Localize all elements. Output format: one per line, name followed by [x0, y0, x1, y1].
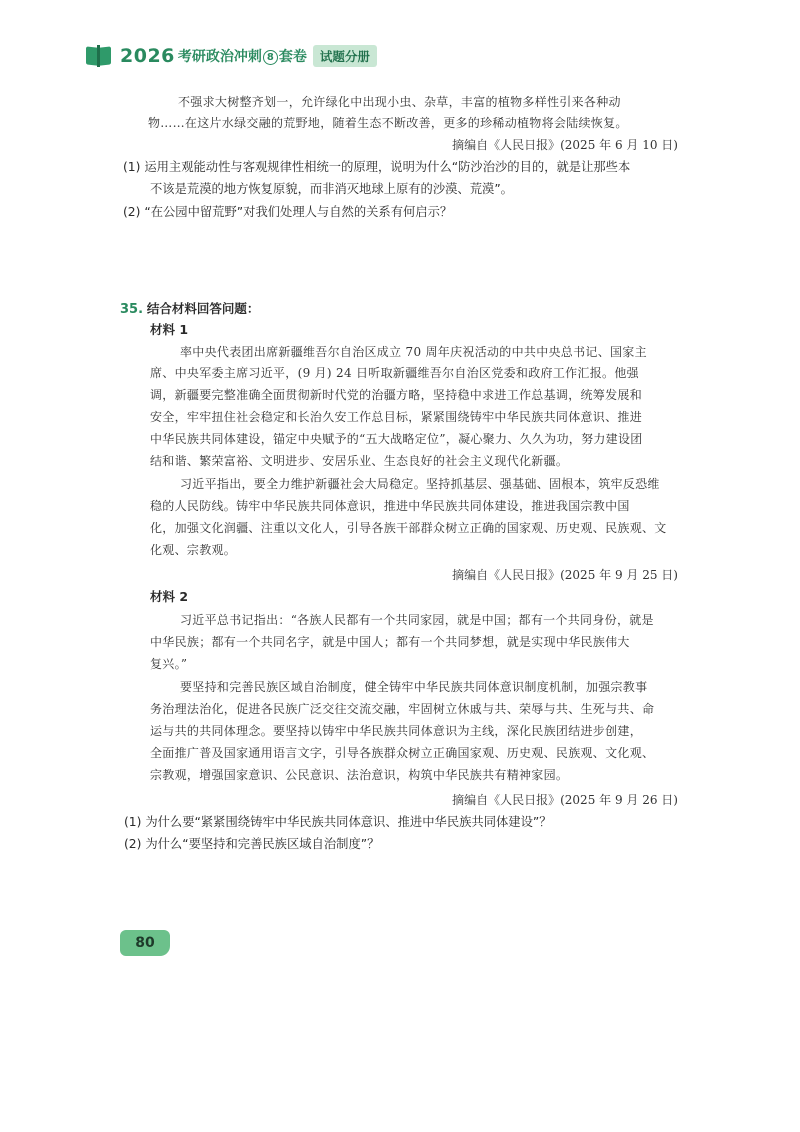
material-2-label: 材料 2 — [150, 589, 189, 604]
material-2-line: 运与共的共同体理念。要坚持以铸牢中华民族共同体意识为主线，深化民族团结进步创建， — [150, 724, 643, 738]
q35-number: 35. — [120, 302, 144, 317]
q35-heading — [120, 300, 259, 319]
material-1-line: 率中央代表团出席新疆维吾尔自治区成立 70 周年庆祝活动的中共中央总书记、国家主 — [180, 345, 647, 359]
page-number-tab: 80 — [120, 930, 170, 956]
material-2-line: 要坚持和完善民族区域自治制度，健全铸牢中华民族共同体意识制度机制，加强宗教事 — [180, 680, 648, 694]
material-1-line: 中华民族共同体建设，锚定中央赋予的“五大战略定位”，凝心聚力、久久为功，努力建设团 — [150, 432, 643, 446]
material-1-label: 材料 1 — [150, 322, 189, 337]
q34-material-line: 不强求大树整齐划一，允许绿化中出现小虫、杂草，丰富的植物多样性引来各种动 — [178, 95, 621, 109]
material-2-line: 中华民族；都有一个共同名字，就是中国人；都有一个共同梦想，就是实现中华民族伟大 — [150, 635, 630, 649]
q34-subquestion-1: (1) 运用主观能动性与客观规律性相统一的原理，说明为什么“防沙治沙的目的，就是让那些本 — [123, 160, 631, 174]
q35-subquestion-2: (2) 为什么“要坚持和完善民族区域自治制度”？ — [124, 837, 380, 851]
q34-source: 摘编自《人民日报》(2025 年 6 月 10 日) — [452, 138, 678, 152]
material-2-line: 全面推广普及国家通用语言文字，引导各族群众树立正确国家观、历史观、民族观、文化观、 — [150, 746, 655, 760]
q35-title: 结合材料回答问题： — [146, 301, 260, 316]
material-1-line: 化观、宗教观。 — [150, 543, 237, 557]
circled-number: 8 — [263, 50, 278, 65]
header-year: 2026 — [120, 45, 175, 67]
material-2-line: 宗教观，增强国家意识、公民意识、法治意识，构筑中华民族共有精神家园。 — [150, 768, 569, 782]
material-1-line: 习近平指出，要全力维护新疆社会大局稳定。坚持抓基层、强基础、固根本，筑牢反恐维 — [180, 477, 660, 491]
material-1-line: 结和谐、繁荣富裕、文明进步、安居乐业、生态良好的社会主义现代化新疆。 — [150, 454, 569, 468]
material-2-line: 习近平总书记指出：“各族人民都有一个共同家园，就是中国；都有一个共同身份，就是 — [180, 613, 654, 627]
header-title: 考研政治冲刺 8 套卷 — [177, 49, 307, 65]
q35-subquestion-1: (1) 为什么要“紧紧围绕铸牢中华民族共同体意识、推进中华民族共同体建设”？ — [124, 815, 552, 829]
material-2-line: 务治理法治化，促进各民族广泛交往交流交融，牢固树立休戚与共、荣辱与共、生死与共、命 — [150, 702, 655, 716]
q34-subquestion-2: (2) “在公园中留荒野”对我们处理人与自然的关系有何启示？ — [123, 205, 453, 219]
page-header — [86, 44, 377, 68]
q34-material-line: 物……在这片水绿交融的荒野地，随着生态不断改善，更多的珍稀动植物将会陆续恢复。 — [148, 116, 628, 130]
material-1-line: 席、中央军委主席习近平，(9 月) 24 日听取新疆维吾尔自治区党委和政府工作汇报。他强 — [150, 366, 639, 380]
material-1-line: 安全，牢牢扭住社会稳定和长治久安工作总目标，紧紧围绕铸牢中华民族共同体意识、推进 — [150, 410, 643, 424]
book-icon — [86, 45, 112, 67]
material-1-source: 摘编自《人民日报》(2025 年 9 月 25 日) — [452, 568, 678, 582]
material-1-line: 调，新疆要完整准确全面贯彻新时代党的治疆方略，坚持稳中求进工作总基调，统筹发展和 — [150, 388, 643, 402]
material-1-line: 化，加强文化润疆、注重以文化人，引导各族干部群众树立正确的国家观、历史观、民族观、文 — [150, 521, 667, 535]
material-2-source: 摘编自《人民日报》(2025 年 9 月 26 日) — [452, 793, 678, 807]
material-2-line: 复兴。” — [150, 657, 188, 671]
material-1-line: 稳的人民防线。铸牢中华民族共同体意识，推进中华民族共同体建设，推进我国宗教中国 — [150, 499, 630, 513]
header-badge: 试题分册 — [313, 45, 377, 67]
q34-subquestion-1-cont: 不该是荒漠的地方恢复原貌，而非消灭地球上原有的沙漠、荒漠”。 — [150, 182, 513, 196]
